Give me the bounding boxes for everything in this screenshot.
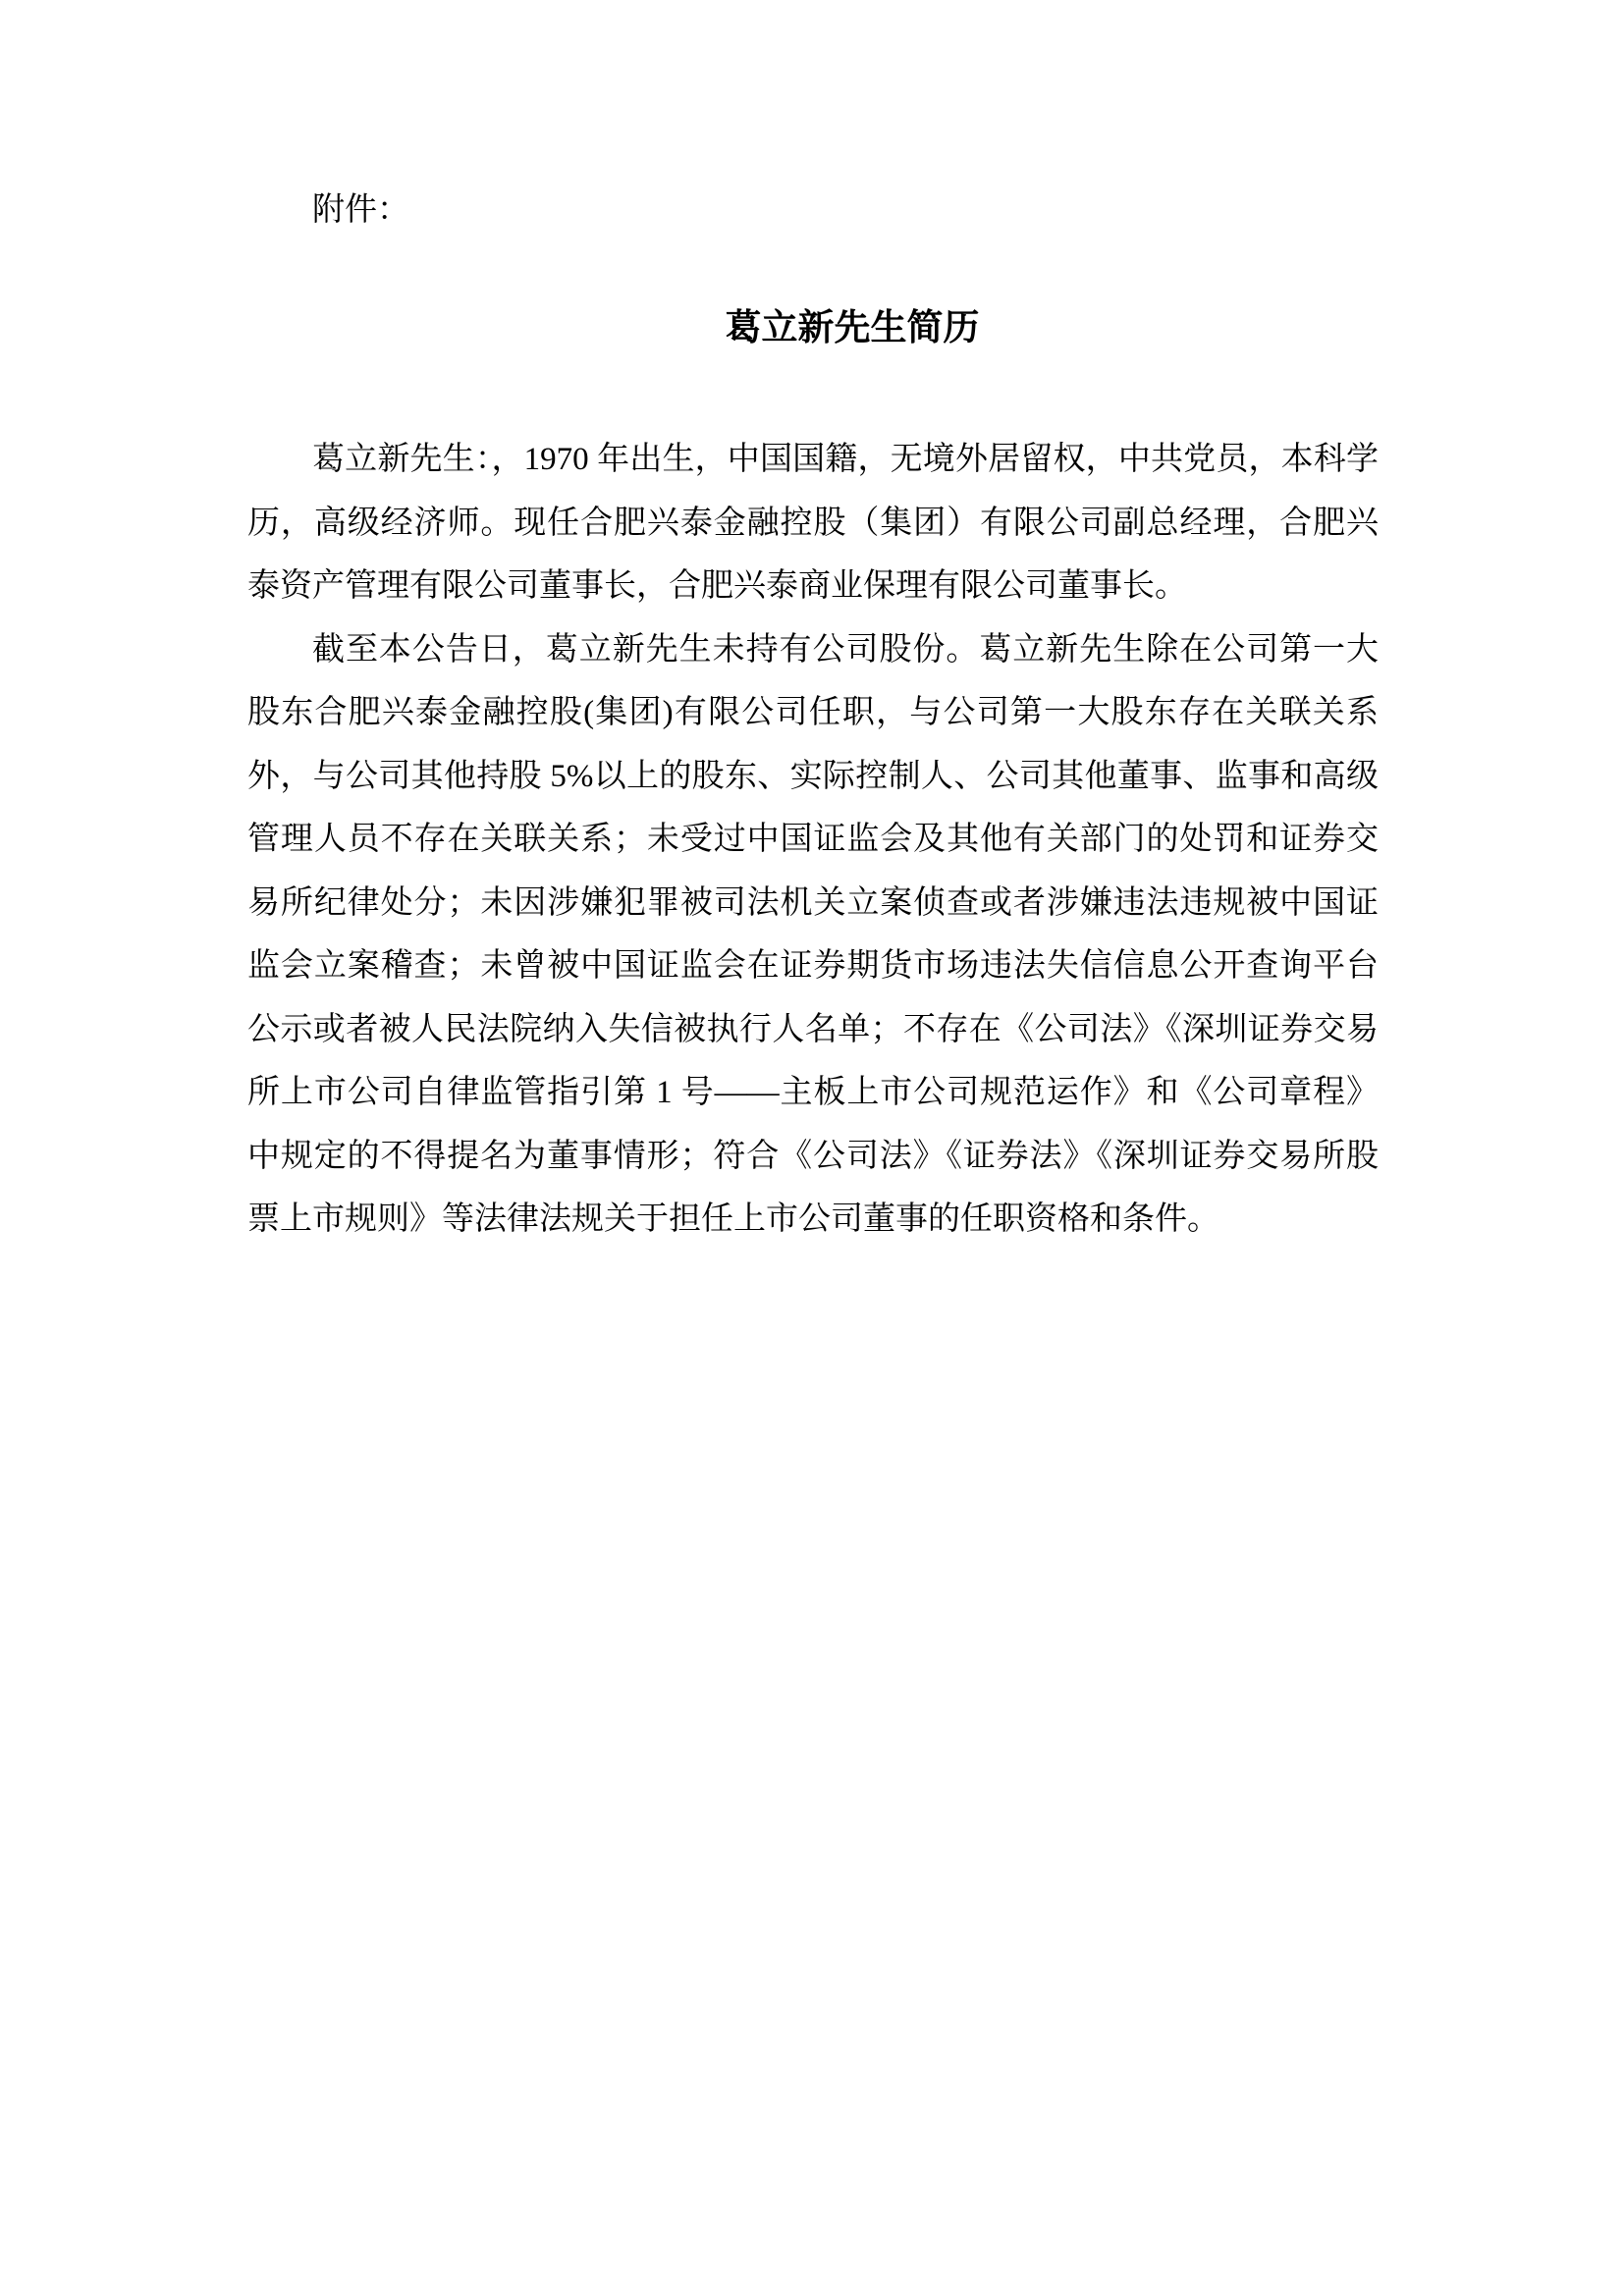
document-body xyxy=(247,428,1379,1252)
document-title: 葛立新先生简历 xyxy=(725,308,980,348)
paragraph-shareholding-disclosure: 截至本公告日，葛立新先生未持有公司股份。葛立新先生除在公司第一大股东合肥兴泰金融控股(集团)有限公司任职，与公司第一大股东存在关联关系外，与公司其他持股 5%以上的股东、实际控制人、公司其他董事、监事和高级管理人员不存在关联关系；未受过中国证监会及其他有关部门的处罚和证券交易所纪律处分；未因涉嫌犯罪被司法机关立案侦查或者涉嫌违法违规被中国证监会立案稽查；未曾被中国证监会在证券期货市场违法失信信息公开查询平台公示或者被人民法院纳入失信被执行人名单；不存在《公司法》《深圳证券交易所上市公司自律监管指引第 1 号——主板上市公司规范运作》和《公司章程》中规定的不得提名为董事情形；符合《公司法》《证券法》《深圳证券交易所股票上市规则》等法律法规关于担任上市公司董事的任职资格和条件。 xyxy=(247,631,1379,1237)
paragraph-biography: 葛立新先生：，1970 年出生，中国国籍，无境外居留权，中共党员，本科学历，高级经济师。现任合肥兴泰金融控股（集团）有限公司副总经理，合肥兴泰资产管理有限公司董事长，合肥兴泰商业保理有限公司董事长。 xyxy=(247,442,1379,604)
attachment-label: 附件： xyxy=(312,192,409,228)
